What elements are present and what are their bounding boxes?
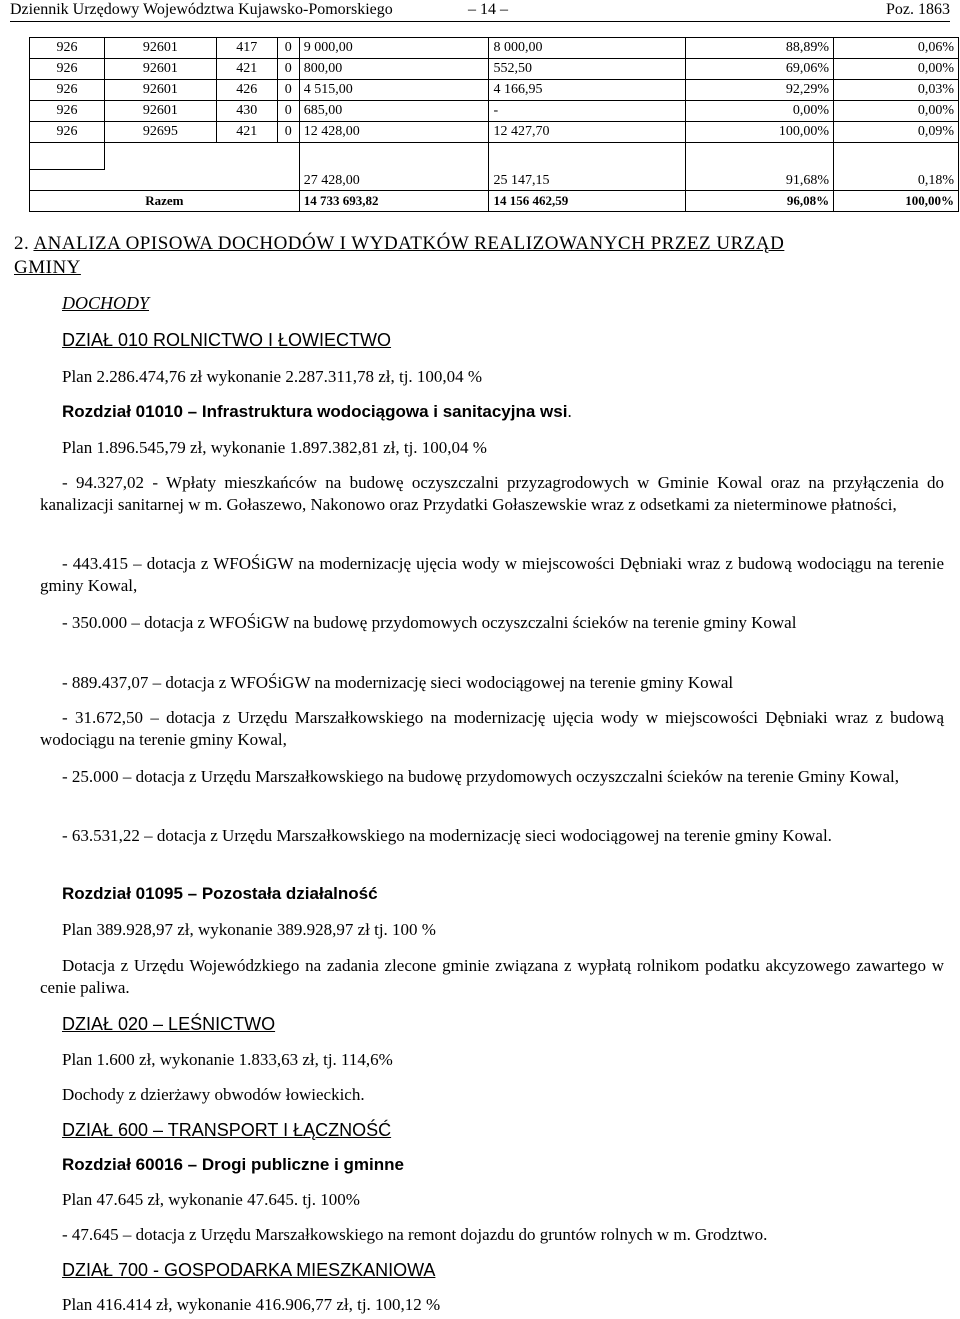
subtotal-row: 27 428,00 25 147,15 91,68% 0,18% bbox=[30, 170, 959, 191]
rozdzial-60016-plan: Plan 47.645 zł, wykonanie 47.645. tj. 100% bbox=[62, 1190, 360, 1209]
budget-table bbox=[29, 37, 959, 212]
dzial-020-plan: Plan 1.600 zł, wykonanie 1.833,63 zł, tj. 114,6% bbox=[62, 1050, 393, 1069]
total-label: Razem bbox=[30, 191, 300, 212]
dochody-heading: DOCHODY bbox=[62, 293, 150, 313]
table-row-spacer bbox=[30, 143, 959, 170]
dzial-700-plan: Plan 416.414 zł, wykonanie 416.906,77 zł, tj. 100,12 % bbox=[62, 1295, 441, 1314]
table-row: 926 92601 417 0 9 000,00 8 000,00 88,89% 0,06% bbox=[30, 38, 959, 59]
journal-title: Dziennik Urzędowy Województwa Kujawsko-Pomorskiego bbox=[10, 1, 393, 18]
position-number: Poz. 1863 bbox=[886, 1, 950, 18]
rozdzial-01010-heading: Rozdział 01010 – Infrastruktura wodociągowa i sanitacyjna wsi. bbox=[62, 402, 572, 421]
dzial-010-plan: Plan 2.286.474,76 zł wykonanie 2.287.311,78 zł, tj. 100,04 % bbox=[62, 367, 483, 386]
section-title: 2. ANALIZA OPISOWA DOCHODÓW I WYDATKÓW REALIZOWANYCH PRZEZ URZĄD GMINY bbox=[14, 233, 785, 278]
table-row: 926 92601 430 0 685,00 - 0,00% 0,00% bbox=[30, 101, 959, 122]
income-item-6: - 25.000 – dotacja z Urzędu Marszałkowskiego na budowę przydomowych oczyszczalni ścieków na terenie Gminy Kowal, bbox=[62, 767, 899, 786]
income-item-1: - 94.327,02 - Wpłaty mieszkańców na budowę oczyszczalni przyzagrodowych w Gminie Kowal oraz na przyłączenia do kanalizacji sanitarnej w m. Gołaszewo, Nakonowo oraz Przydatki Gołaszewskie wraz z odsetkami za nieterminowe płatności, bbox=[40, 473, 944, 514]
page-header bbox=[10, 0, 950, 22]
income-item-3: - 350.000 – dotacja z WFOŚiGW na budowę przydomowych oczyszczalni ścieków na terenie gminy Kowal bbox=[62, 613, 797, 632]
rozdzial-60016-description: - 47.645 – dotacja z Urzędu Marszałkowskiego na remont dojazdu do gruntów rolnych w m. Grodztwo. bbox=[62, 1225, 768, 1244]
table-row: 926 92601 426 0 4 515,00 4 166,95 92,29% 0,03% bbox=[30, 80, 959, 101]
dzial-020-description: Dochody z dzierżawy obwodów łowieckich. bbox=[62, 1085, 365, 1104]
page-number: – 14 – bbox=[468, 1, 508, 18]
table-row: 926 92695 421 0 12 428,00 12 427,70 100,00% 0,09% bbox=[30, 122, 959, 143]
dzial-600-heading: DZIAŁ 600 – TRANSPORT I ŁĄCZNOŚĆ bbox=[62, 1120, 392, 1140]
rozdzial-01095-plan: Plan 389.928,97 zł, wykonanie 389.928,97 zł tj. 100 % bbox=[62, 920, 436, 939]
total-row: Razem 14 733 693,82 14 156 462,59 96,08% 100,00% bbox=[30, 191, 959, 212]
rozdzial-60016-heading: Rozdział 60016 – Drogi publiczne i gminne bbox=[62, 1155, 404, 1174]
income-item-7: - 63.531,22 – dotacja z Urzędu Marszałkowskiego na modernizację sieci wodociągowej na terenie gminy Kowal. bbox=[62, 826, 832, 845]
dzial-700-heading: DZIAŁ 700 - GOSPODARKA MIESZKANIOWA bbox=[62, 1260, 436, 1280]
rozdzial-01010-plan: Plan 1.896.545,79 zł, wykonanie 1.897.382,81 zł, tj. 100,04 % bbox=[62, 438, 487, 457]
income-item-4: - 889.437,07 – dotacja z WFOŚiGW na modernizację sieci wodociągowej na terenie gminy Kowal bbox=[62, 673, 734, 692]
header-rule bbox=[10, 21, 950, 22]
rozdzial-01095-heading: Rozdział 01095 – Pozostała działalność bbox=[62, 884, 378, 903]
dzial-010-heading: DZIAŁ 010 ROLNICTWO I ŁOWIECTWO bbox=[62, 330, 392, 350]
document-body bbox=[14, 232, 944, 1314]
rozdzial-01095-description: Dotacja z Urzędu Wojewódzkiego na zadania zlecone gminie związana z wypłatą rolnikom podatku akcyzowego zawartego w cenie paliwa. bbox=[40, 956, 944, 997]
income-item-5: - 31.672,50 – dotacja z Urzędu Marszałkowskiego na modernizację ujęcia wody w miejscowości Dębniaki wraz z budową wodociągu na terenie gminy Kowal, bbox=[40, 708, 944, 749]
table-row: 926 92601 421 0 800,00 552,50 69,06% 0,00% bbox=[30, 59, 959, 80]
income-item-2: - 443.415 – dotacja z WFOŚiGW na modernizację ujęcia wody w miejscowości Dębniaki wraz z budową wodociągu na terenie gminy Kowal, bbox=[40, 554, 944, 595]
dzial-020-heading: DZIAŁ 020 – LEŚNICTWO bbox=[62, 1014, 276, 1034]
